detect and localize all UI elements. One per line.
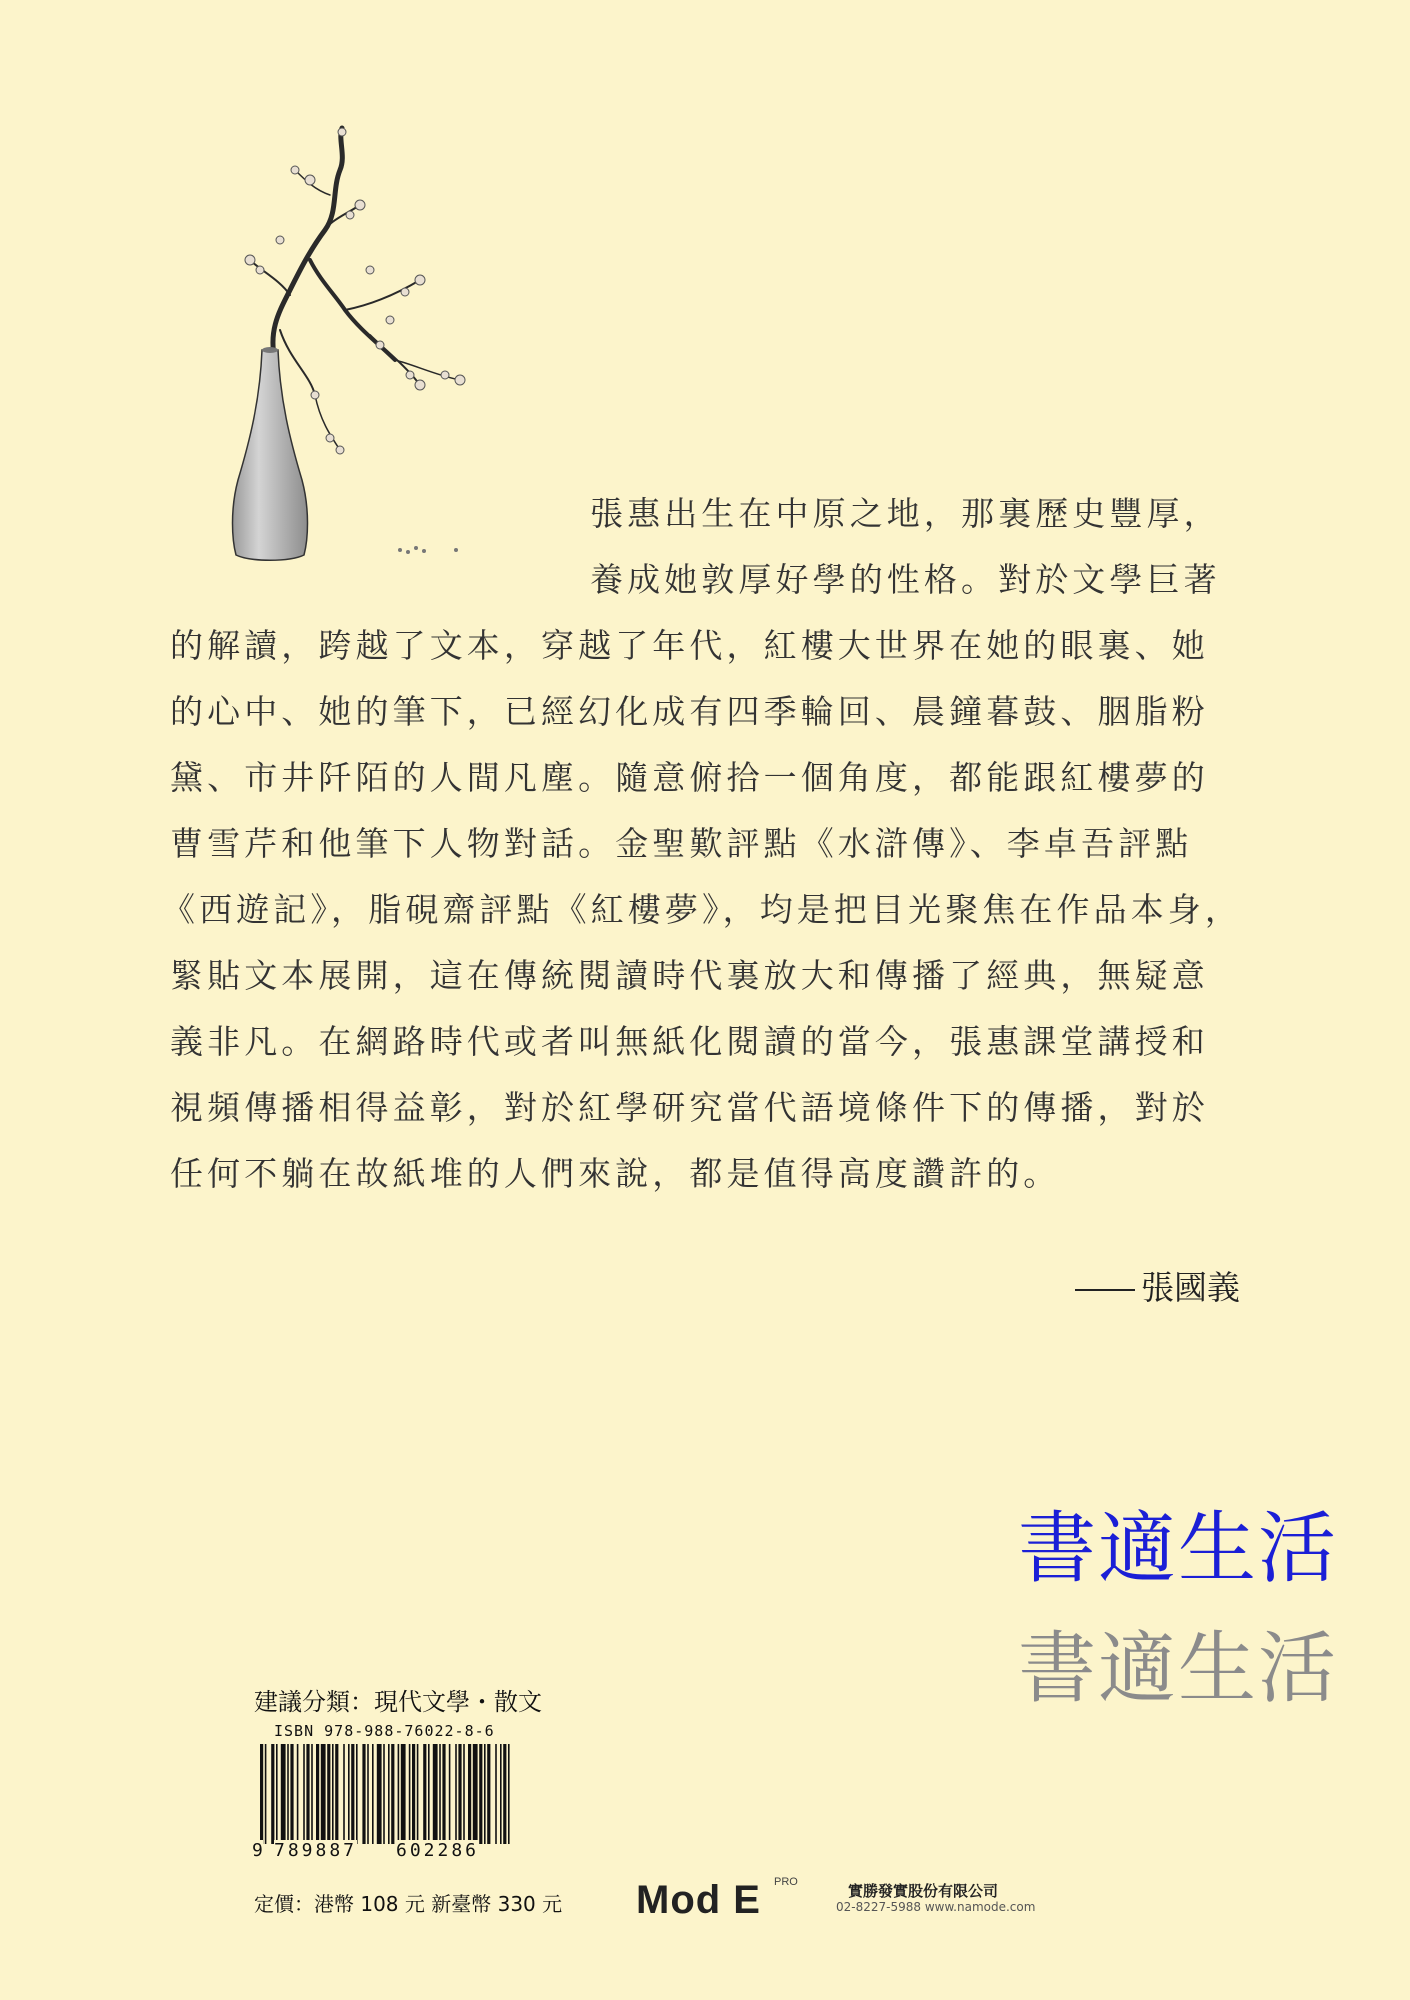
barcode-bar [327,1744,330,1844]
barcode-right-digits: 602286 [396,1840,480,1861]
barcode-bar [439,1744,441,1844]
barcode-bar [500,1744,502,1844]
barcode-bar [391,1744,394,1844]
paragraph-line: 的心中、她的筆下，已經幻化成有四季輪回、晨鐘暮鼓、胭脂粉 [170,692,1209,731]
barcode-bar [281,1744,286,1844]
barcode-bar [463,1744,465,1844]
brand-title-primary: 書適生活 [1017,1504,1338,1594]
barcode-bar [306,1744,309,1844]
barcode-bar [487,1744,490,1844]
barcode-bar [503,1744,506,1844]
barcode-bar [372,1744,374,1844]
suggested-category: 建議分類：現代文學・散文 [254,1688,542,1716]
brand-title-secondary: 書適生活 [1017,1624,1338,1714]
barcode-bar [367,1744,369,1844]
paragraph-line: 的解讀，跨越了文本，穿越了年代，紅樓大世界在她的眼裏、她 [170,626,1209,665]
paragraph-line: 緊貼文本展開，這在傳統閱讀時代裏放大和傳播了經典，無疑意 [170,956,1209,995]
barcode-bar [468,1744,471,1844]
barcode-bar [428,1744,430,1844]
barcode-bar [290,1744,293,1844]
plum-blossom-vase-illustration [220,120,520,580]
barcode-bar [495,1744,497,1844]
paragraph-line: 任何不躺在故紙堆的人們來說，都是值得高度讚許的。 [170,1154,1061,1193]
logo-pro-mark: PRO [774,1876,798,1888]
barcode-bar [442,1744,445,1844]
barcode-bar [321,1744,326,1844]
publisher-company-name: 實勝發實股份有限公司 [848,1882,999,1900]
paragraph-line: 曹雪芹和他筆下人物對話。金聖歎評點《水滸傳》、李卓吾評點 [170,824,1193,863]
barcode-bar [458,1744,461,1844]
isbn-text: ISBN 978-988-76022-8-6 [274,1722,495,1740]
barcode-bar [356,1744,358,1844]
barcode-bar [316,1744,319,1844]
barcode-bar [287,1744,289,1844]
barcode-bar [398,1744,400,1844]
barcode-bar [377,1744,382,1844]
barcode-bar [343,1744,345,1844]
price-label: 定價：港幣 108 元 新臺幣 330 元 [254,1892,563,1916]
barcode-bar [303,1744,305,1844]
em-dash-rule [1075,1289,1135,1291]
logo-wordmark: Mod E [636,1878,761,1922]
barcode-bar [455,1744,457,1844]
barcode-bar [335,1744,338,1844]
barcode-bar [388,1744,390,1844]
paragraph-line: 義非凡。在網路時代或者叫無紙化閱讀的當今，張惠課堂講授和 [170,1022,1209,1061]
barcode-bar [417,1744,419,1844]
barcode-bar [484,1744,486,1844]
barcode-bar [332,1744,334,1844]
barcode-bar [271,1744,274,1844]
barcode-bar [260,1744,263,1844]
barcode-bar [265,1744,267,1844]
barcode-left-digits: 789887 [274,1840,358,1861]
barcode-bar [423,1744,426,1844]
barcode-bar [433,1744,438,1844]
paragraph-line: 《西遊記》，脂硯齋評點《紅樓夢》，均是把目光聚焦在作品本身， [162,890,1242,929]
barcode-bar [297,1744,299,1844]
barcode-bar [348,1744,350,1844]
publisher-contact: 02-8227-5988 www.namode.com [836,1900,1036,1914]
barcode-bar [383,1744,385,1844]
barcode-bar [276,1744,278,1844]
barcode-bar [412,1744,415,1844]
barcode-bars [256,1744,514,1844]
barcode-bar [479,1744,482,1844]
barcode-bar [362,1744,365,1844]
barcode-bar [473,1744,478,1844]
barcode-bar [351,1744,354,1844]
barcode-bar [449,1744,451,1844]
barcode-lead-digit: 9 [252,1840,263,1861]
barcode-block [252,1722,514,1872]
paragraph-line: 黛、市井阡陌的人間凡塵。隨意俯拾一個角度，都能跟紅樓夢的 [170,758,1209,797]
paragraph-line: 張惠出生在中原之地，那裏歷史豐厚， [590,494,1221,533]
paragraph-line: 養成她敦厚好學的性格。對於文學巨著 [590,560,1221,599]
author-name: 張國義 [1141,1268,1240,1307]
barcode-bar [311,1744,313,1844]
barcode-bar [508,1744,510,1844]
barcode-bar [409,1744,411,1844]
author-attribution [1075,1262,1240,1309]
publisher-logo [636,1876,1036,1922]
paragraph-line: 視頻傳播相得益彰，對於紅學研究當代語境條件下的傳播，對於 [170,1088,1209,1127]
barcode-bar [401,1744,406,1844]
